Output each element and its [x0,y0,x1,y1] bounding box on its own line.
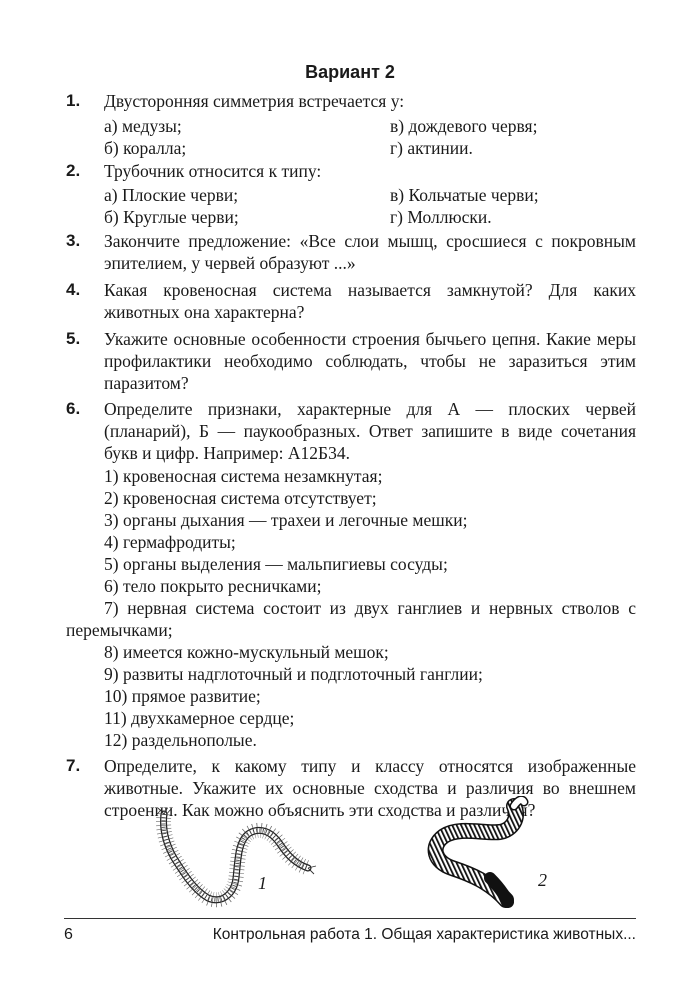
question-2-text: Трубочник относится к типу: [104,161,322,181]
question-6-item-6: 6) тело покрыто ресничками; [104,576,322,596]
question-1-option-d: г) актинии. [390,138,473,158]
question-6-item-2: 2) кровеносная система отсутствует; [104,488,377,508]
question-6-item-9: 9) развиты надглоточный и подглоточный ганглии; [104,664,483,684]
question-7-number: 7. [66,756,81,775]
question-2-option-a: а) Плоские черви; [104,185,239,205]
figure-1-label: 1 [258,873,267,893]
question-1-option-c: в) дождевого червя; [390,116,538,136]
polychaete-worm-icon [150,808,320,908]
question-6-item-5: 5) органы выделения — мальпигиевы сосуды; [104,554,448,574]
question-1-option-b: б) коралла; [104,138,187,158]
question-6-item-3: 3) органы дыхания — трахеи и легочные мешки; [104,510,468,530]
question-1-text: Двусторонняя симметрия встречается у: [104,91,405,111]
page-number: 6 [64,926,73,943]
question-6-item-12: 12) раздельнополые. [104,730,257,750]
running-title: Контрольная работа 1. Общая характеристика животных... [212,926,636,943]
question-6-item-10: 10) прямое развитие; [104,686,261,706]
question-3-number: 3. [66,231,81,250]
question-2-option-d: г) Моллюски. [390,207,492,227]
question-4-text: Какая кровеносная система называется замкнутой? Для каких животных она характерна? [104,280,636,322]
question-6-text: Определите признаки, характерные для А — плоских червей (планарий), Б — паукообразных. Ответ запишите в виде сочетания букв и цифр. Например: А12Б34. [104,399,636,463]
earthworm-icon [420,796,550,908]
page-title: Вариант 2 [305,62,395,82]
question-1-option-a: а) медузы; [104,116,182,136]
question-2-option-b: б) Круглые черви; [104,207,239,227]
question-4-number: 4. [66,280,81,299]
footer-divider [64,918,636,919]
figure-2-label: 2 [538,870,547,890]
question-2-number: 2. [66,161,81,180]
question-6-item-8: 8) имеется кожно-мускульный мешок; [104,642,389,662]
question-6-item-1: 1) кровеносная система незамкнутая; [104,466,383,486]
question-6-item-11: 11) двухкамерное сердце; [104,708,295,728]
question-6-number: 6. [66,399,81,418]
question-6-item-4: 4) гермафродиты; [104,532,236,552]
question-7-text: Определите, к какому типу и классу относятся изображенные животные. Укажите их основные сходства и различия во внешнем строении. Как можно объяснить эти сходства и различия? [104,756,636,820]
question-6-item-7: 7) нервная система состоит из двух ганглиев и нервных стволов с перемычками; [66,598,636,640]
question-3-text: Закончите предложение: «Все слои мышц, сросшиеся с покровным эпителием, у червей образуют ...» [104,231,636,273]
question-2-option-c: в) Кольчатые черви; [390,185,539,205]
question-5-text: Укажите основные особенности строения бычьего цепня. Какие меры профилактики необходимо соблюдать, чтобы не заразиться этим паразитом? [104,329,636,393]
question-1-number: 1. [66,91,81,110]
question-5-number: 5. [66,329,81,348]
